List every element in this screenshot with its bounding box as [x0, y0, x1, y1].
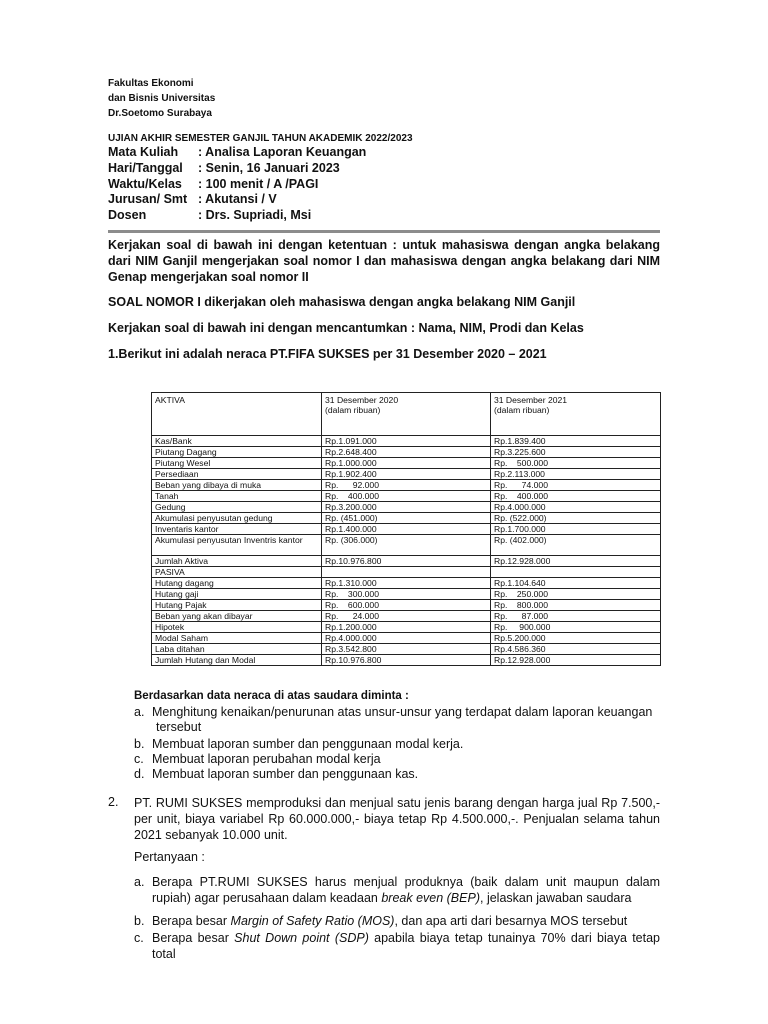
header-2021	[490, 393, 660, 436]
value-2020: Rp. 600.000	[322, 600, 491, 611]
table-row	[152, 611, 661, 622]
value-2020: Rp. (451.000)	[322, 513, 491, 524]
q2-text: PT. RUMI SUKSES memproduksi dan menjual satu jenis barang dengan harga jual Rp 7.500,- per unit, biaya variabel Rp 60.000.000,- biaya tetap Rp 4.500.000,-. Penjualan selama tahun 2021 sebanyak 10.000 unit.	[134, 796, 660, 842]
value-2021: Rp. 900.000	[490, 622, 660, 633]
value-2021: Rp.1.839.400	[490, 436, 660, 447]
row-label: Beban yang akan dibayar	[152, 611, 322, 622]
table-row	[152, 491, 661, 502]
q2-number: 2.	[108, 795, 119, 809]
list-marker: a.	[134, 705, 145, 719]
value-2021: Rp. 87.000	[490, 611, 660, 622]
row-label: Piutang Dagang	[152, 447, 322, 458]
list-text: Membuat laporan sumber dan penggunaan kas.	[152, 767, 419, 781]
exam-title: UJIAN AKHIR SEMESTER GANJIL TAHUN AKADEMIK 2022/2023	[108, 133, 413, 144]
info-row	[108, 177, 318, 191]
table-row	[152, 633, 661, 644]
value-2021: Rp.12.928.000	[490, 556, 660, 567]
value-2020: Rp. 300.000	[322, 589, 491, 600]
value-2021: Rp.1.700.000	[490, 524, 660, 535]
q1-intro: 1.Berikut ini adalah neraca PT.FIFA SUKSES per 31 Desember 2020 – 2021	[108, 347, 547, 361]
row-label: Gedung	[152, 502, 322, 513]
q1-task-list	[134, 705, 662, 782]
row-label: Hipotek	[152, 622, 322, 633]
info-value: : Senin, 16 Januari 2023	[198, 161, 340, 175]
value-2021: Rp. 800.000	[490, 600, 660, 611]
value-2021: Rp.2.113.000	[490, 469, 660, 480]
value-2021: Rp.1.104.640	[490, 578, 660, 589]
section-one-title: SOAL NOMOR I dikerjakan oleh mahasiswa dengan angka belakang NIM Ganjil	[108, 295, 576, 309]
value-2021: Rp. (522.000)	[490, 513, 660, 524]
value-2021: Rp.5.200.000	[490, 633, 660, 644]
list-item	[134, 767, 662, 782]
row-label: Tanah	[152, 491, 322, 502]
table-row	[152, 469, 661, 480]
row-label: Jumlah Aktiva	[152, 556, 322, 567]
value-2021: Rp. (402.000)	[490, 535, 660, 556]
row-label: Jumlah Hutang dan Modal	[152, 655, 322, 666]
value-2021: Rp. 500.000	[490, 458, 660, 469]
row-label: Hutang gaji	[152, 589, 322, 600]
row-label: Modal Saham	[152, 633, 322, 644]
value-2020: Rp.10.976.800	[322, 655, 491, 666]
list-item	[134, 752, 662, 767]
value-2020: Rp.10.976.800	[322, 556, 491, 567]
value-2020: Rp.3.542.800	[322, 644, 491, 655]
list-item	[134, 913, 660, 929]
table-row	[152, 655, 661, 666]
value-2021: Rp. 74.000	[490, 480, 660, 491]
list-item	[134, 737, 662, 752]
q2-b-term: Margin of Safety Ratio (MOS)	[230, 914, 395, 928]
faculty-line-2: dan Bisnis Universitas	[108, 93, 216, 104]
value-2020: Rp.1.902.400	[322, 469, 491, 480]
faculty-line-1: Fakultas Ekonomi	[108, 78, 194, 89]
row-label: Akumulasi penyusutan Inventris kantor	[152, 535, 322, 556]
list-marker: a.	[134, 875, 145, 889]
info-label: Mata Kuliah	[108, 145, 179, 159]
info-label: Hari/Tanggal	[108, 161, 183, 175]
value-2020: Rp.1.400.000	[322, 524, 491, 535]
q2-a-term: break even (BEP)	[381, 891, 480, 905]
balance-sheet-table	[151, 392, 661, 666]
row-label: Inventaris kantor	[152, 524, 322, 535]
header-2021-line2: (dalam ribuan)	[493, 405, 550, 415]
q2-c-term: Shut Down point (SDP)	[234, 931, 369, 945]
list-marker: b.	[134, 737, 145, 751]
table-row	[152, 600, 661, 611]
row-label: Piutang Wesel	[152, 458, 322, 469]
value-2021: Rp.12.928.000	[490, 655, 660, 666]
row-label: Akumulasi penyusutan gedung	[152, 513, 322, 524]
info-value: : 100 menit / A /PAGI	[198, 177, 319, 191]
value-2021: Rp.3.225.600	[490, 447, 660, 458]
list-marker: c.	[134, 752, 144, 766]
value-2020: Rp. 400.000	[322, 491, 491, 502]
list-text: Membuat laporan perubahan modal kerja	[152, 752, 381, 766]
info-label: Waktu/Kelas	[108, 177, 182, 191]
list-marker: c.	[134, 931, 144, 945]
info-value: : Akutansi / V	[198, 192, 277, 206]
info-label: Dosen	[108, 208, 147, 222]
q2-question-a	[134, 874, 660, 906]
value-2020: Rp.1.310.000	[322, 578, 491, 589]
value-2020: Rp.4.000.000	[322, 633, 491, 644]
list-marker: d.	[134, 767, 145, 781]
instructions: Kerjakan soal di bawah ini dengan ketentuan : untuk mahasiswa dengan angka belakang dari NIM Ganjil mengerjakan soal nomor I dan mahasiswa dengan angka belakang dari NIM Genap mengerjakan soal nomor II	[108, 238, 660, 284]
table-row	[152, 535, 661, 556]
info-row	[108, 161, 340, 175]
header-aktiva: AKTIVA	[152, 393, 322, 436]
info-value: : Drs. Supriadi, Msi	[198, 208, 312, 222]
q2-pertanyaan: Pertanyaan :	[134, 850, 205, 864]
row-label: PASIVA	[152, 567, 322, 578]
row-label: Kas/Bank	[152, 436, 322, 447]
q2-question-c	[134, 930, 660, 962]
q2-question-b	[134, 913, 660, 929]
table-header-row	[152, 393, 661, 436]
info-row	[108, 208, 311, 222]
header-2021-line1: 31 Desember 2021	[493, 395, 568, 405]
q2-c-text: Berapa besar	[152, 931, 235, 945]
row-label: Hutang Pajak	[152, 600, 322, 611]
list-marker: b.	[134, 914, 145, 928]
list-text: Menghitung kenaikan/penurunan atas unsur-unsur yang terdapat dalam laporan keuangan	[152, 705, 653, 719]
value-2020: Rp.2.648.400	[322, 447, 491, 458]
table-row	[152, 502, 661, 513]
value-2020: Rp.1.200.000	[322, 622, 491, 633]
list-text: Membuat laporan sumber dan penggunaan modal kerja.	[152, 737, 464, 751]
info-label: Jurusan/ Smt	[108, 192, 188, 206]
table-row	[152, 524, 661, 535]
value-2021	[490, 567, 660, 578]
row-label: Persediaan	[152, 469, 322, 480]
list-text-cont: tersebut	[156, 720, 202, 734]
sub-instruction: Kerjakan soal di bawah ini dengan mencantumkan : Nama, NIM, Prodi dan Kelas	[108, 321, 584, 335]
header-2020	[322, 393, 491, 436]
value-2020: Rp. 24.000	[322, 611, 491, 622]
q2-a-text: Berapa PT.RUMI SUKSES harus menjual produknya (baik dalam unit maupun dalam rupiah) agar perusahaan dalam keadaan	[152, 875, 660, 905]
faculty-line-3: Dr.Soetomo Surabaya	[108, 108, 212, 119]
table-row	[152, 458, 661, 469]
q2-b-tail: , dan apa arti dari besarnya MOS tersebut	[394, 914, 628, 928]
table-row	[152, 589, 661, 600]
value-2021: Rp.4.586.360	[490, 644, 660, 655]
table-row	[152, 578, 661, 589]
info-row	[108, 192, 277, 206]
value-2020: Rp.1.091.000	[322, 436, 491, 447]
list-item	[134, 874, 660, 906]
table-row	[152, 480, 661, 491]
list-item	[134, 930, 660, 962]
q2-a-tail: , jelaskan jawaban saudara	[480, 891, 632, 905]
value-2020: Rp. 92.000	[322, 480, 491, 491]
value-2021: Rp. 400.000	[490, 491, 660, 502]
value-2020	[322, 567, 491, 578]
value-2021: Rp. 250.000	[490, 589, 660, 600]
q2-b-text: Berapa besar	[152, 914, 231, 928]
table-row	[152, 556, 661, 567]
info-row	[108, 145, 366, 159]
row-label: Laba ditahan	[152, 644, 322, 655]
header-2020-line1: 31 Desember 2020	[325, 395, 399, 405]
q1-tasks-intro: Berdasarkan data neraca di atas saudara diminta :	[134, 690, 409, 702]
value-2020: Rp. (306.000)	[322, 535, 491, 556]
table-row	[152, 567, 661, 578]
horizontal-rule	[108, 230, 660, 233]
value-2020: Rp.3.200.000	[322, 502, 491, 513]
value-2020: Rp.1.000.000	[322, 458, 491, 469]
table-body	[152, 436, 661, 666]
row-label: Hutang dagang	[152, 578, 322, 589]
table-row	[152, 436, 661, 447]
row-label: Beban yang dibaya di muka	[152, 480, 322, 491]
value-2021: Rp.4.000.000	[490, 502, 660, 513]
info-value: : Analisa Laporan Keuangan	[198, 145, 367, 159]
q2-c-tail: apabila biaya tetap tunainya 70% dari biaya tetap total	[152, 931, 660, 961]
header-2020-line2: (dalam ribuan)	[325, 405, 381, 415]
list-item	[134, 705, 662, 735]
table-row	[152, 447, 661, 458]
table-row	[152, 513, 661, 524]
table-row	[152, 622, 661, 633]
table-row	[152, 644, 661, 655]
